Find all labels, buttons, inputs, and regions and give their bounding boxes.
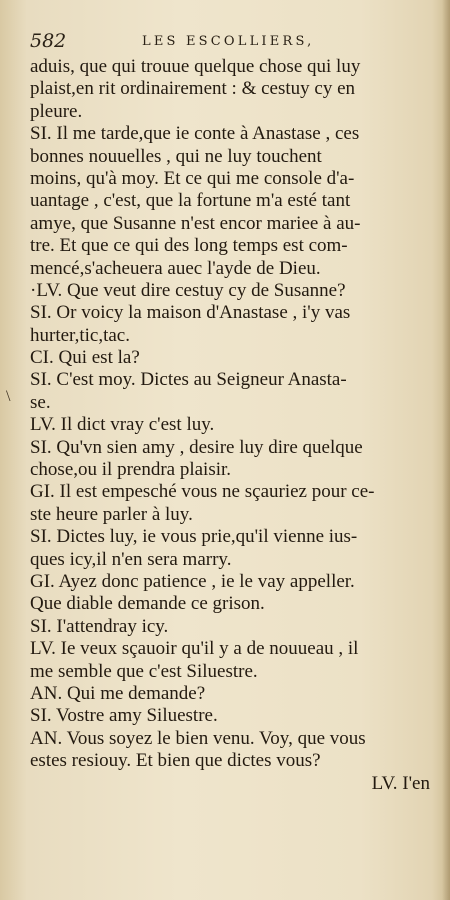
text-line: amye, que Susanne n'est encor mariee à au- [30, 212, 361, 234]
text-line: GI. Ayez donc patience , ie le vay appeller. [30, 570, 355, 592]
text-line: me semble que c'est Siluestre. [30, 660, 258, 682]
text-line: chose,ou il prendra plaisir. [30, 459, 232, 481]
page-number: 582 [30, 30, 67, 52]
text-line: tre. Et que ce qui des long temps est com- [30, 235, 348, 257]
text-line: ·LV. Que veut dire cestuy cy de Susanne? [30, 279, 346, 301]
text-line: SI. Qu'vn sien amy , desire luy dire quelque [30, 436, 363, 458]
text-line: SI. I'attendray icy. [30, 615, 169, 637]
text-line: moins, qu'à moy. Et ce qui me console d'a- [30, 167, 355, 189]
text-line: SI. Vostre amy Siluestre. [30, 705, 218, 727]
catchword: LV. I'en [371, 772, 430, 794]
text-line: se. [30, 391, 51, 413]
text-line: GI. Il est empesché vous ne sçauriez pour ce- [30, 481, 375, 503]
text-line: ques icy,il n'en sera marry. [30, 548, 232, 570]
text-line: AN. Qui me demande? [30, 682, 206, 704]
text-line: uantage , c'est, que la fortune m'a esté tant [30, 190, 351, 212]
text-line: hurter,tic,tac. [30, 324, 130, 346]
text-line: AN. Vous soyez le bien venu. Voy, que vous [30, 727, 366, 749]
text-line: SI. Dictes luy, ie vous prie,qu'il vienne ius- [30, 526, 358, 548]
text-line: pleure. [30, 100, 83, 122]
text-line: SI. C'est moy. Dictes au Seigneur Anasta- [30, 369, 347, 391]
page-header [30, 30, 430, 56]
running-head: LES ESCOLLIERS, [142, 34, 315, 49]
text-line: SI. Il me tarde,que ie conte à Anastase , ces [30, 123, 360, 145]
dialogue-text [30, 56, 440, 795]
text-line: plaist,en rit ordinairement : & cestuy cy en [30, 78, 356, 100]
margin-mark: \ [6, 388, 11, 405]
text-line: estes resiouy. Et bien que dictes vous? [30, 750, 321, 772]
text-line: Que diable demande ce grison. [30, 593, 265, 615]
text-line: aduis, que qui trouue quelque chose qui luy [30, 56, 361, 77]
text-line: ste heure parler à luy. [30, 503, 193, 525]
text-line: SI. Or voicy la maison d'Anastase , i'y vas [30, 302, 351, 324]
text-line: bonnes nouuelles , qui ne luy touchent [30, 145, 322, 167]
text-line: LV. Il dict vray c'est luy. [30, 414, 215, 436]
text-line: LV. Ie veux sçauoir qu'il y a de nouueau , il [30, 638, 359, 660]
text-line: mencé,s'acheuera auec l'ayde de Dieu. [30, 257, 321, 279]
text-line: CI. Qui est la? [30, 347, 140, 369]
